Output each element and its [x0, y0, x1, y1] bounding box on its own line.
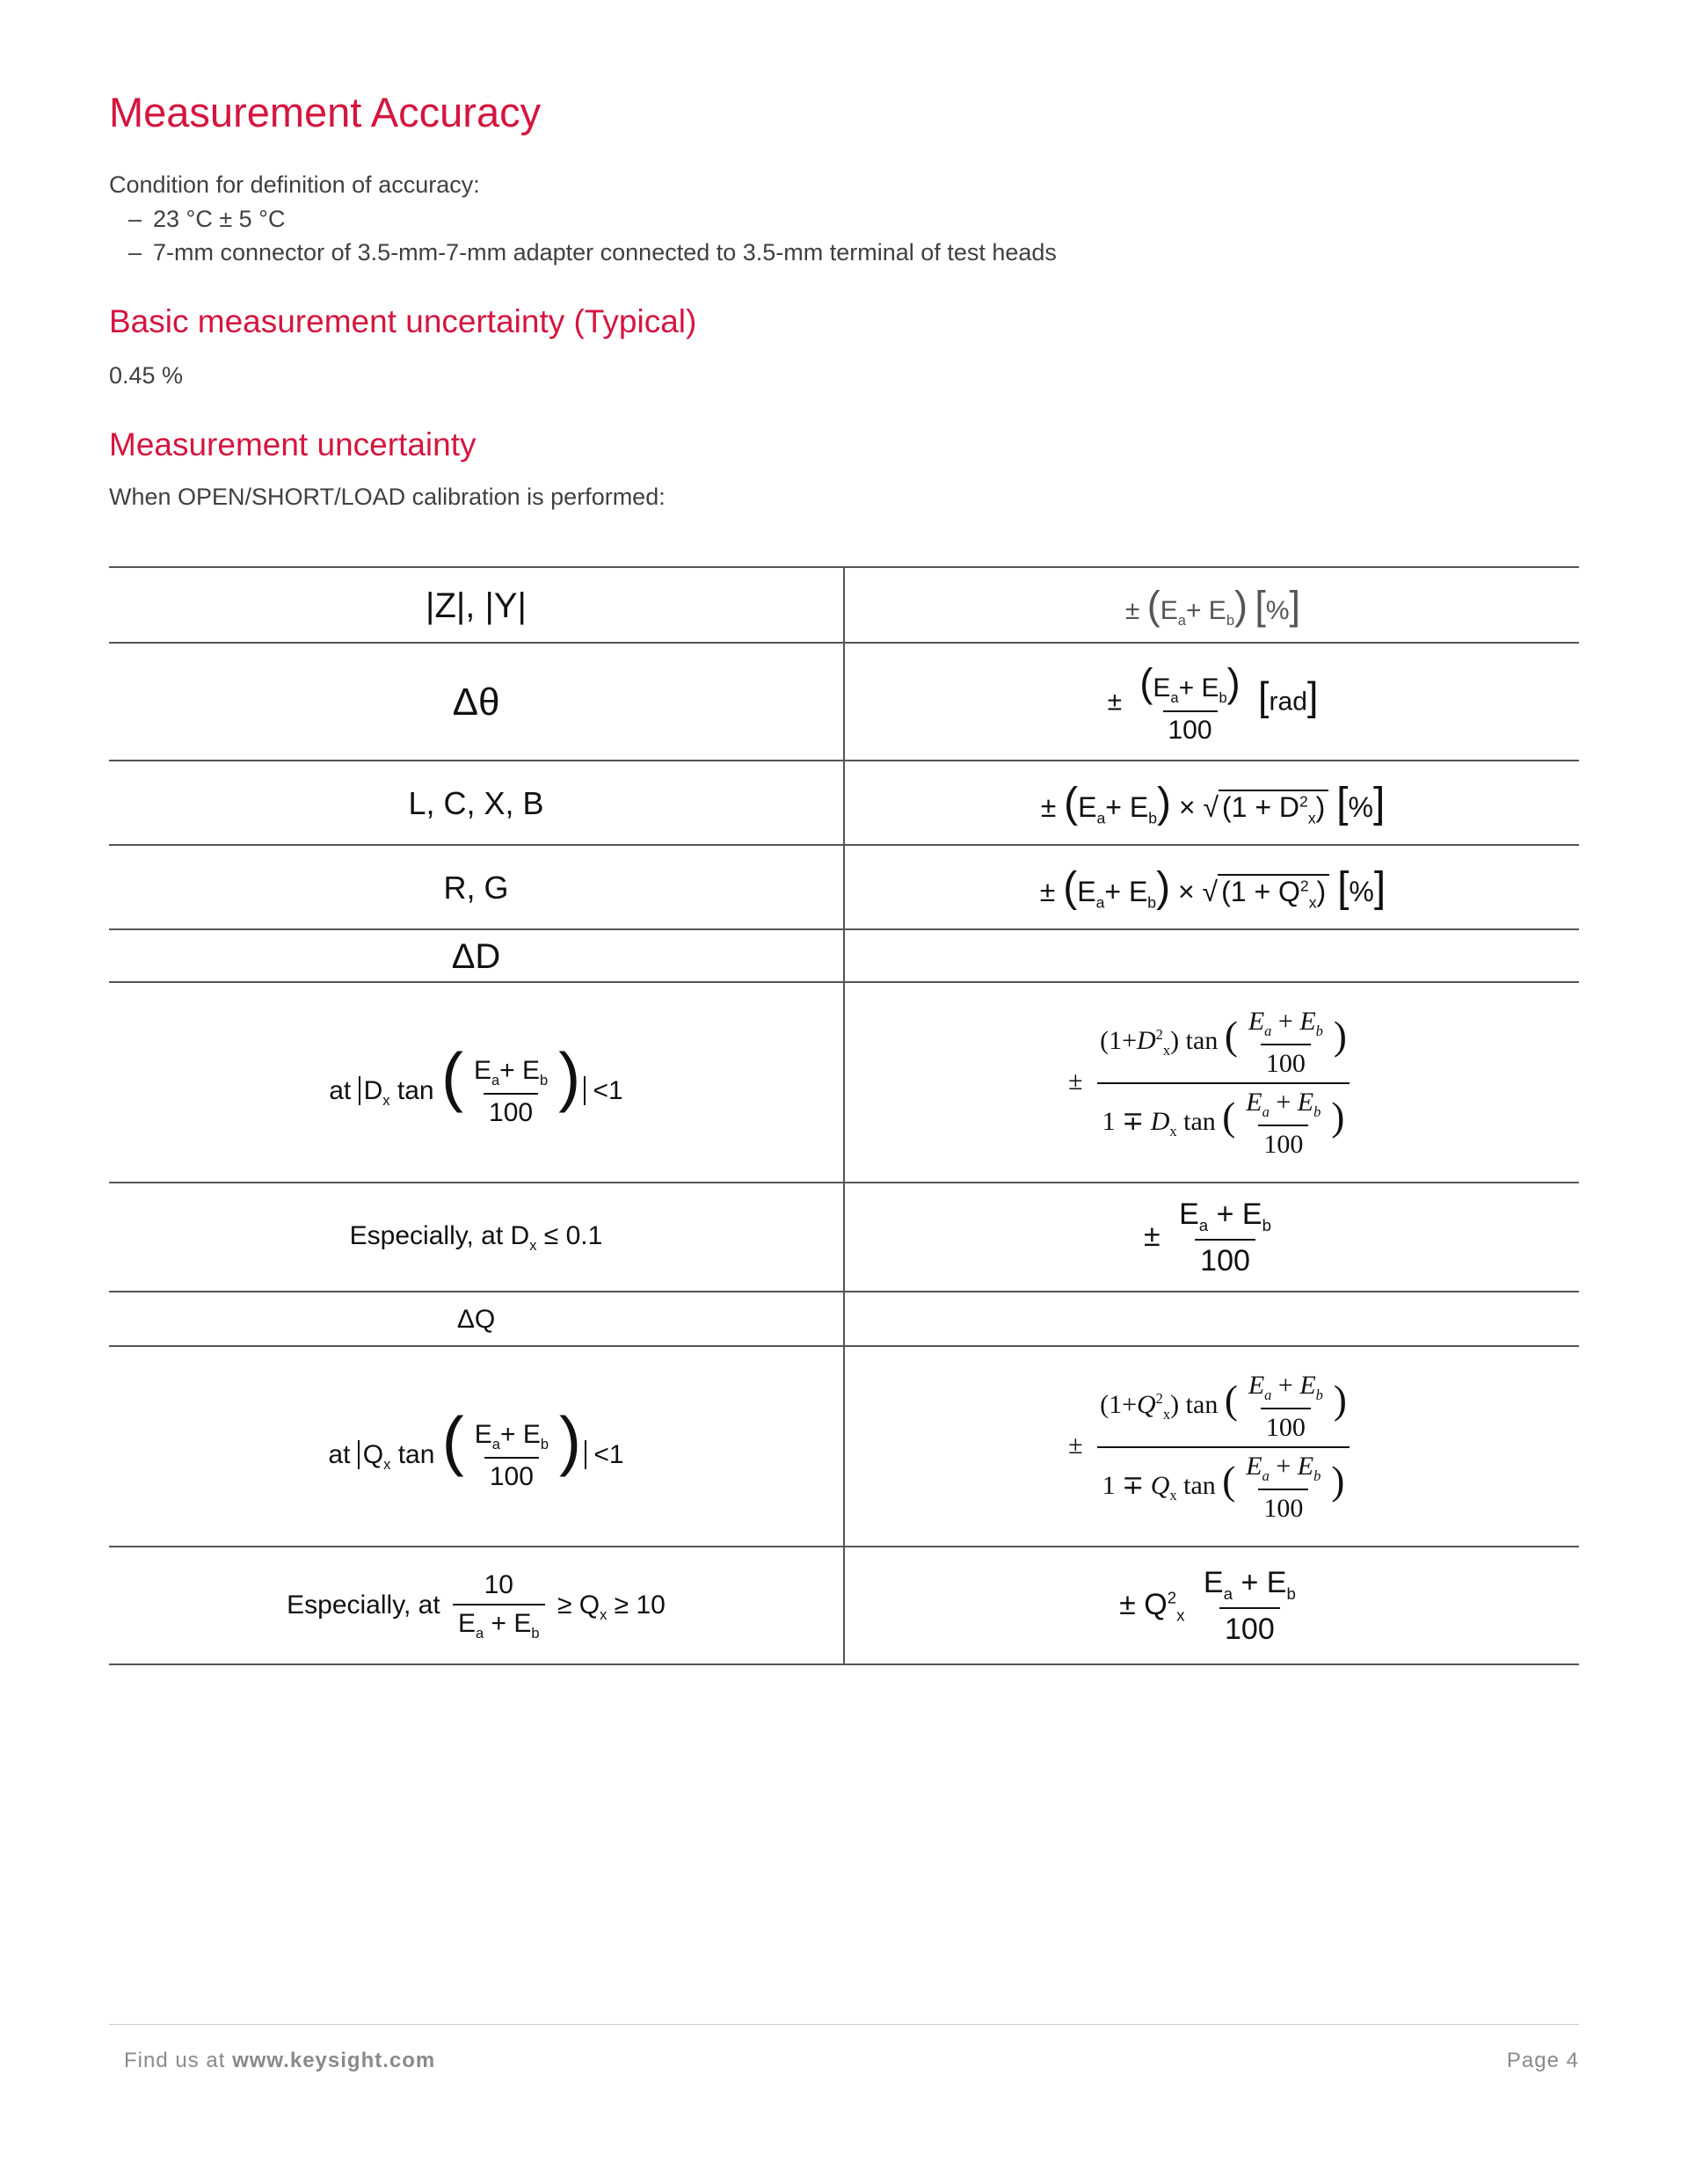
row-formula: ± $(E_a+ E_b)$ × √ $(1 + D^2_x)$ [%]	[843, 761, 1581, 846]
row-label	[109, 930, 843, 983]
condition-item: – 7-mm connector of 3.5-mm-7-mm adapter connected to 3.5-mm terminal of test heads	[128, 239, 1057, 266]
delta-theta: Δθ	[452, 681, 500, 724]
row-label: at $D_x$ tan ( $\frac{E_a+ E_b}{100}$ ) <1	[329, 1038, 623, 1128]
formula-zy: |Z|, |Y|	[426, 586, 527, 625]
footer-find-prefix: Find us at	[124, 2049, 226, 2072]
row-label: Especially, at $\frac{10}{E_a + E_b}$ ≥ $Q_x \ge 10$	[287, 1570, 666, 1642]
row-formula: ± $(E_a+ E_b)$ × √ $(1 + Q^2_x)$ [%]	[843, 846, 1581, 930]
basic-value: 0.45 %	[109, 362, 184, 389]
table-row	[109, 566, 1579, 644]
row-label	[109, 1292, 843, 1347]
table-row	[109, 844, 1579, 930]
table-row	[109, 1345, 1579, 1547]
table-row	[109, 642, 1579, 761]
row-label: at $Q_x$ tan ( $\frac{E_a+ E_b}{100}$ ) <1	[328, 1402, 624, 1492]
table-row	[109, 760, 1579, 846]
row-formula: ± $\frac{E_a + E_b}{100}$	[843, 1183, 1581, 1292]
page-number: Page 4	[1506, 2049, 1579, 2072]
footer-site-link[interactable]: www.keysight.com	[232, 2049, 436, 2072]
row-formula: ± $(1+D^2_x)$ tan ( $\frac{E_a + E_b}{100}$ ) $1 \mp D_x$ tan ( $\frac{E_a + E_b}{100}$ )	[843, 983, 1581, 1183]
footer-divider	[109, 2024, 1579, 2025]
uncertainty-note: When OPEN/SHORT/LOAD calibration is performed:	[109, 484, 666, 510]
condition-heading: Condition for definition of accuracy:	[109, 171, 480, 198]
condition-item-text: 7-mm connector of 3.5-mm-7-mm adapter connected to 3.5-mm terminal of test heads	[153, 239, 1057, 266]
table-row	[109, 1291, 1579, 1347]
lcxb-label: L, C, X, B	[408, 785, 544, 821]
row-label	[109, 568, 843, 644]
row-label: Especially, at $D_x \le 0.1$	[349, 1221, 603, 1254]
basic-heading: Basic measurement uncertainty (Typical)	[109, 303, 697, 339]
condition-item-text: 23 °C ± 5 °C	[153, 206, 286, 232]
row-label	[109, 761, 843, 846]
table-row	[109, 1546, 1579, 1665]
row-formula	[843, 1292, 1581, 1347]
table-row	[109, 1182, 1579, 1292]
condition-item: – 23 °C ± 5 °C	[128, 206, 286, 232]
page-title: Measurement Accuracy	[109, 89, 542, 135]
row-label	[109, 846, 843, 930]
row-formula: ± $(1+Q^2_x)$ tan ( $\frac{E_a + E_b}{100}$ ) $1 \mp Q_x$ tan ( $\frac{E_a + E_b}{100}$ )	[843, 1347, 1581, 1547]
delta-d: ΔD	[451, 936, 501, 976]
row-label	[109, 644, 843, 761]
row-formula	[843, 930, 1581, 983]
table-row	[109, 928, 1579, 983]
delta-q: ΔQ	[456, 1305, 496, 1334]
table-row	[109, 981, 1579, 1183]
footer-find	[124, 2049, 435, 2073]
row-formula: ± $(E_a+ E_b)$ [%]	[843, 568, 1581, 644]
row-formula: ± $Q^2_x$ $\frac{E_a + E_b}{100}$	[843, 1547, 1581, 1665]
rg-label: R, G	[443, 870, 509, 906]
row-formula: ± $\frac{(E_a+ E_b)}{100}$ [rad]	[843, 644, 1581, 761]
uncertainty-heading: Measurement uncertainty	[109, 426, 477, 462]
